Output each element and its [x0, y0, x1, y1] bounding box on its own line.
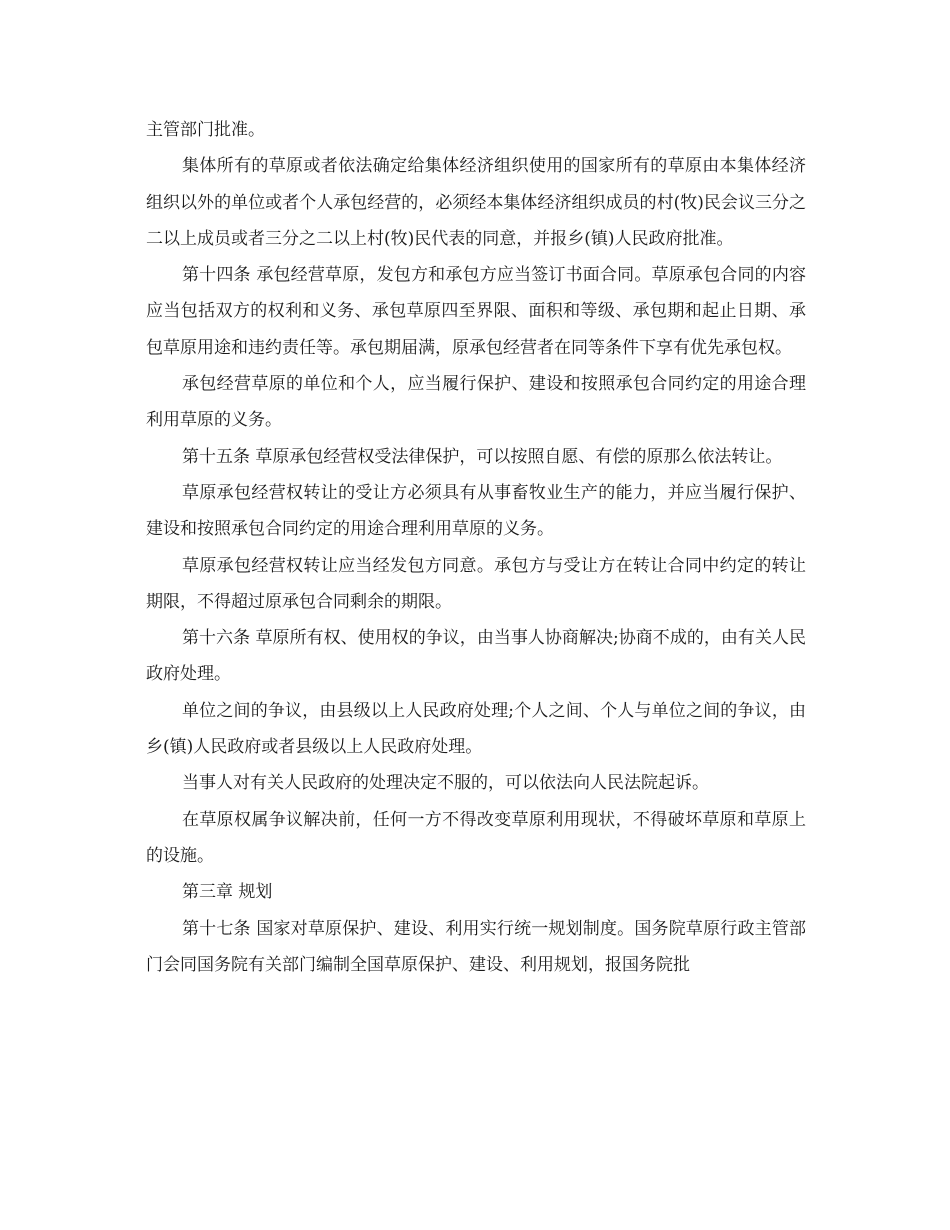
paragraph: 草原承包经营权转让应当经发包方同意。承包方与受让方在转让合同中约定的转让期限，不得超过原承包合同剩余的期限。 — [146, 555, 806, 612]
article-17-paragraph: 第十七条 国家对草原保护、建设、利用实行统一规划制度。国务院草原行政主管部门会同国务院有关部门编制全国草原保护、建设、利用规划，报国务院批 — [146, 918, 806, 975]
paragraph: 主管部门批准。 — [146, 120, 265, 140]
paragraph: 承包经营草原的单位和个人，应当履行保护、建设和按照承包合同约定的用途合理利用草原的义务。 — [146, 374, 806, 431]
article-16-paragraph: 第十六条 草原所有权、使用权的争议，由当事人协商解决;协商不成的，由有关人民政府处理。 — [146, 628, 806, 685]
paragraph: 在草原权属争议解决前，任何一方不得改变草原利用现状，不得破坏草原和草原上的设施。 — [146, 809, 806, 866]
paragraph: 集体所有的草原或者依法确定给集体经济组织使用的国家所有的草原由本集体经济组织以外的单位或者个人承包经营的，必须经本集体经济组织成员的村(牧)民会议三分之二以上成员或者三分之二以上村(牧)民代表的同意，并报乡(镇)人民政府批准。 — [146, 156, 806, 249]
article-14-paragraph: 第十四条 承包经营草原，发包方和承包方应当签订书面合同。草原承包合同的内容应当包括双方的权利和义务、承包草原四至界限、面积和等级、承包期和起止日期、承包草原用途和违约责任等。承包期届满，原承包经营者在同等条件下享有优先承包权。 — [146, 265, 806, 358]
article-15-paragraph: 第十五条 草原承包经营权受法律保护，可以按照自愿、有偿的原那么依法转让。 — [182, 446, 783, 467]
chapter-heading: 第三章 规划 — [182, 882, 273, 903]
document-body — [146, 112, 806, 983]
paragraph: 单位之间的争议，由县级以上人民政府处理;个人之间、个人与单位之间的争议，由乡(镇)人民政府或者县级以上人民政府处理。 — [146, 700, 806, 758]
paragraph: 草原承包经营权转让的受让方必须具有从事畜牧业生产的能力，并应当履行保护、建设和按照承包合同约定的用途合理利用草原的义务。 — [146, 482, 806, 540]
paragraph: 当事人对有关人民政府的处理决定不服的，可以依法向人民法院起诉。 — [182, 773, 709, 794]
